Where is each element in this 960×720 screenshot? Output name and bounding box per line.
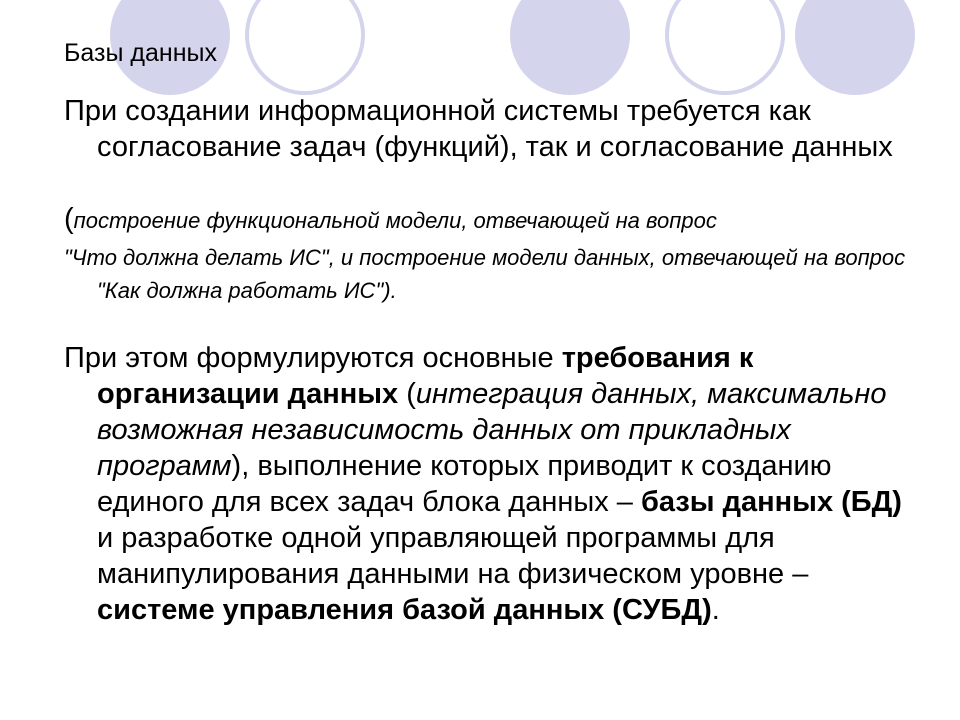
decor-circle-3 (795, 0, 915, 95)
paragraph-2-text: построение функциональной модели, отвечающей на вопрос (73, 208, 717, 233)
open-paren: ( (64, 203, 74, 235)
slide-title: Базы данных (64, 39, 217, 67)
paragraph-1: При создании информационной системы требуется как согласование задач (функций), так и согласование данных (64, 95, 893, 163)
p4-bold-dbms: системе управления базой данных (СУБД) (97, 594, 712, 626)
paragraph-2 (64, 202, 917, 238)
p4-bold-requirements: требования к организации данных (97, 342, 754, 410)
decor-ring-1 (245, 0, 365, 95)
p4-bold-database: базы данных (БД) (640, 486, 902, 518)
decor-circle-2 (510, 0, 630, 95)
p4-text-1: При этом формулируются основные (64, 342, 562, 374)
p4-text-2: ( (398, 378, 416, 410)
p4-text-5: . (711, 594, 720, 626)
decor-ring-2 (665, 0, 785, 95)
p4-text-4: и разработке одной управляющей программы для манипулирования данными на физическом уровне – (97, 522, 809, 590)
paragraph-4 (64, 340, 917, 628)
p4-text-3: ), выполнение которых приводит к созданию единого для всех задач блока данных – (97, 450, 832, 518)
p4-italic-integration: интеграция данных, максимально возможная независимость данных от прикладных программ (97, 378, 887, 482)
paragraph-3: "Что должна делать ИС", и построение модели данных, отвечающей на вопрос "Как должна работать ИС"). (64, 245, 906, 303)
